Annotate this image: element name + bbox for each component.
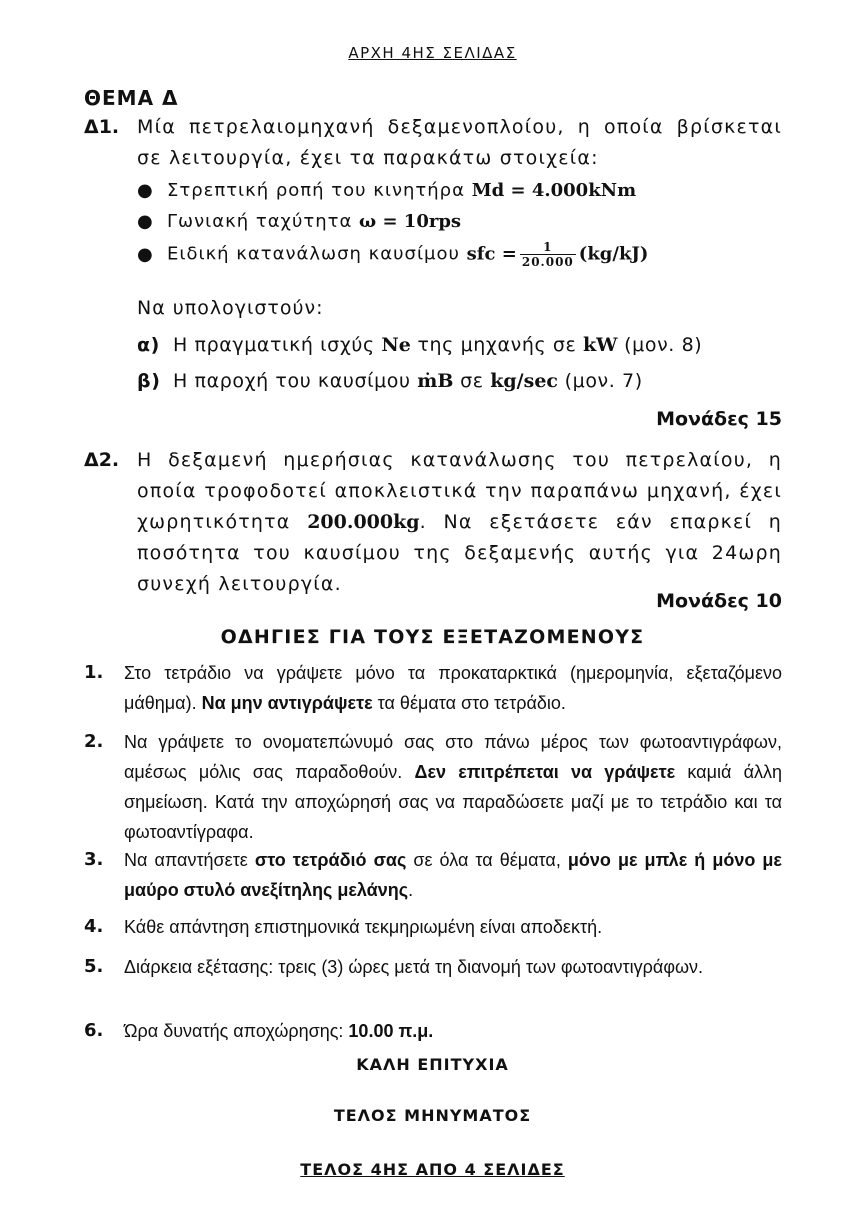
question-d2-text: Η δεξαμενή ημερήσιας κατανάλωσης του πετρελαίου, η οποία τροφοδοτεί αποκλειστικά την παραπάνω μηχανή, έχει χωρητικότητα 200.000kg. Να εξετάσετε εάν επαρκεί η ποσότητα του καυσίμου της δεξαμενής αυτής για 24ωρη συνεχή λειτουργία. [137, 449, 782, 595]
question-d2-number: Δ2. [84, 449, 120, 471]
bullet-icon: ● [137, 211, 154, 232]
formula-sfc-fraction: $\frac{1}{20.000}$ [521, 240, 574, 269]
instruction-1-number: 1. [84, 662, 104, 683]
question-d1-number: Δ1. [84, 116, 120, 138]
instruction-2-text: Να γράψετε το ονοματεπώνυμό σας στο πάνω μέρος των φωτοαντιγράφων, αμέσως μόλις σας παραδοθούν. Δεν επιτρέπεται να γράψετε καμιά άλλη σημείωση. Κατά την αποχώρησή σας να παραδώσετε μαζί με το τετράδιο και τα φωτοαντίγραφα. [124, 732, 782, 842]
instruction-6-text: Ώρα δυνατής αποχώρησης: 10.00 π.μ. [124, 1021, 434, 1041]
question-d1-text: Μία πετρελαιομηχανή δεξαμενοπλοίου, η οποία βρίσκεται σε λειτουργία, έχει τα παρακάτω στοιχεία: [137, 116, 782, 169]
good-luck: ΚΑΛΗ ΕΠΙΤΥΧΙΑ [356, 1055, 509, 1074]
end-of-message: ΤΕΛΟΣ ΜΗΝΥΜΑΤΟΣ [333, 1106, 532, 1125]
d1-points: Μονάδες 15 [656, 408, 782, 430]
subquestion-a: α) Η πραγματική ισχύς Ne της μηχανής σε kW (μον. 8) [137, 334, 703, 356]
theme-title: ΘΕΜΑ Δ [84, 86, 179, 110]
instruction-5-number: 5. [84, 956, 104, 977]
d2-points: Μονάδες 10 [656, 590, 782, 612]
capacity-value: 200.000kg [307, 511, 420, 533]
bullet-icon: ● [137, 243, 154, 265]
formula-sfc-unit: (kg/kJ) [578, 243, 649, 265]
instruction-2-number: 2. [84, 731, 104, 752]
page-header: ΑΡΧΗ 4ΗΣ ΣΕΛΙΔΑΣ [348, 44, 517, 62]
instruction-5-text: Διάρκεια εξέτασης: τρεις (3) ώρες μετά τη διανομή των φωτοαντιγράφων. [124, 957, 704, 977]
instruction-1-text: Στο τετράδιο να γράψετε μόνο τα προκαταρκτικά (ημερομηνία, εξεταζόμενο μάθημα). Να μην αντιγράψετε τα θέματα στο τετράδιο. [124, 663, 782, 713]
formula-torque: Md = 4.000kNm [471, 180, 637, 201]
bullet-torque: ● Στρεπτική ροπή του κινητήρα Md = 4.000kNm [137, 180, 637, 201]
bullet-icon: ● [137, 180, 154, 201]
instruction-4-text: Κάθε απάντηση επιστημονικά τεκμηριωμένη είναι αποδεκτή. [124, 917, 603, 937]
bullet-sfc: ● Ειδική κατανάλωση καυσίμου sfc = $\frac{1}{20.000}$ (kg/kJ) [137, 240, 649, 269]
bullet-angular-speed: ● Γωνιακή ταχύτητα ω = 10rps [137, 211, 462, 232]
instruction-3-text: Να απαντήσετε στο τετράδιό σας σε όλα τα θέματα, μόνο με μπλε ή μόνο με μαύρο στυλό ανεξίτηλης μελάνης. [124, 850, 782, 900]
instructions-title: ΟΔΗΓΙΕΣ ΓΙΑ ΤΟΥΣ ΕΞΕΤΑΖΟΜΕΝΟΥΣ [220, 626, 645, 648]
unit-kg-sec: kg/sec [490, 370, 558, 392]
subquestion-b-points: (μον. 7) [564, 370, 643, 392]
symbol-mb: ṁB [417, 370, 454, 392]
subquestion-a-label: α) [137, 334, 160, 356]
subquestion-b: β) Η παροχή του καυσίμου ṁB σε kg/sec (μον. 7) [137, 370, 643, 392]
formula-sfc-prefix: sfc = [466, 243, 517, 265]
instruction-4-number: 4. [84, 916, 104, 937]
subquestion-a-points: (μον. 8) [624, 334, 703, 356]
ask-text: Να υπολογιστούν: [137, 297, 324, 319]
formula-angular-speed: ω = 10rps [359, 211, 462, 232]
instruction-3-number: 3. [84, 849, 104, 870]
unit-kw: kW [583, 334, 618, 356]
page-footer: ΤΕΛΟΣ 4ΗΣ ΑΠΟ 4 ΣΕΛΙΔΕΣ [300, 1160, 565, 1179]
symbol-ne: Ne [381, 334, 411, 356]
instruction-6-number: 6. [84, 1020, 104, 1041]
subquestion-b-label: β) [137, 370, 161, 392]
